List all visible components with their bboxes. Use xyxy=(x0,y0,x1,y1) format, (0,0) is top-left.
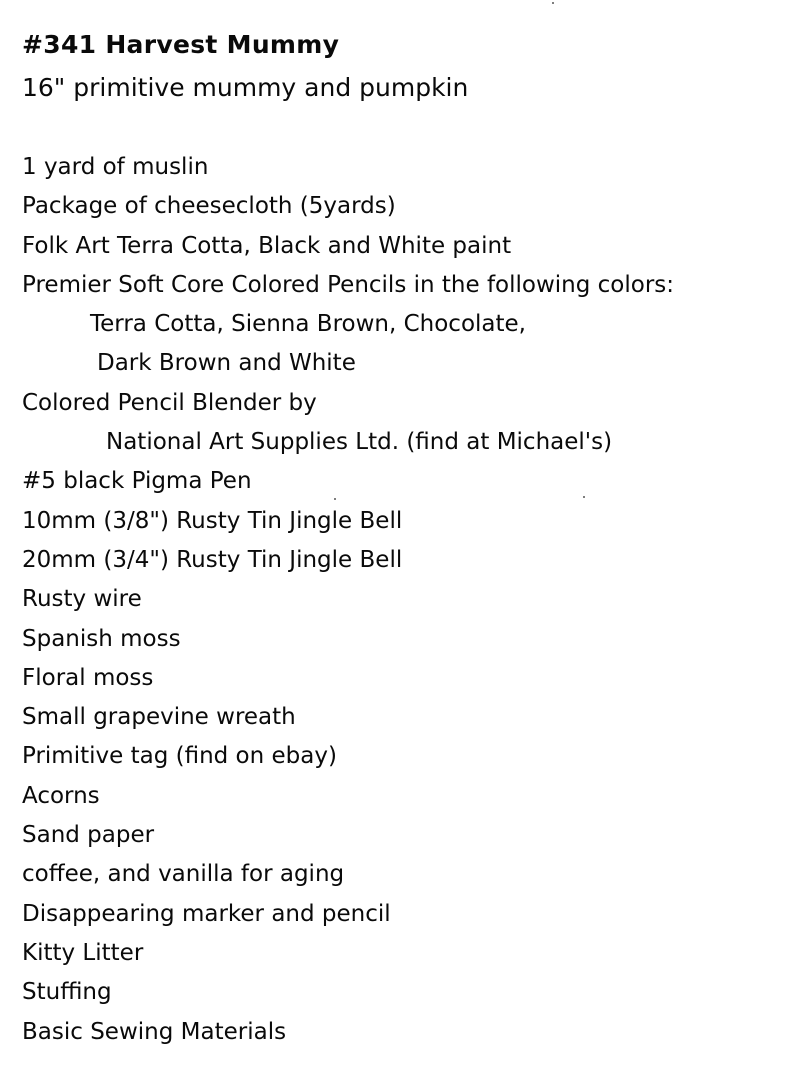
pattern-subtitle: 16" primitive mummy and pumpkin xyxy=(22,73,469,102)
materials-list xyxy=(22,148,674,1052)
list-item: Disappearing marker and pencil xyxy=(22,900,391,927)
list-item: Primitive tag (find on ebay) xyxy=(22,743,337,770)
list-item: Floral moss xyxy=(22,664,154,691)
list-item: 20mm (3/4") Rusty Tin Jingle Bell xyxy=(22,546,403,573)
list-item: Spanish moss xyxy=(22,625,181,652)
list-item: #5 black Pigma Pen xyxy=(22,468,252,495)
list-item: Colored Pencil Blender by xyxy=(22,389,317,416)
list-item: coffee, and vanilla for aging xyxy=(22,861,345,888)
scan-speck xyxy=(334,498,336,500)
pattern-title: #341 Harvest Mummy xyxy=(22,30,340,59)
list-item: Basic Sewing Materials xyxy=(22,1018,287,1045)
list-item: Small grapevine wreath xyxy=(22,704,296,731)
list-item: Acorns xyxy=(22,782,100,809)
scan-speck xyxy=(583,496,585,498)
list-item: Sand paper xyxy=(22,822,155,849)
list-item: 1 yard of muslin xyxy=(22,154,209,180)
list-item: Stuffing xyxy=(22,979,112,1006)
list-item: Kitty Litter xyxy=(22,939,144,966)
scan-speck xyxy=(552,2,554,4)
list-item: Rusty wire xyxy=(22,586,142,613)
list-item: Package of cheesecloth (5yards) xyxy=(22,193,396,220)
list-item: Folk Art Terra Cotta, Black and White paint xyxy=(22,232,512,259)
list-item: 10mm (3/8") Rusty Tin Jingle Bell xyxy=(22,507,403,534)
list-item: Terra Cotta, Sienna Brown, Chocolate, xyxy=(90,311,526,338)
list-item: Premier Soft Core Colored Pencils in the following colors: xyxy=(22,271,675,298)
list-item: Dark Brown and White xyxy=(97,350,356,377)
list-item: National Art Supplies Ltd. (find at Michael's) xyxy=(106,429,613,456)
